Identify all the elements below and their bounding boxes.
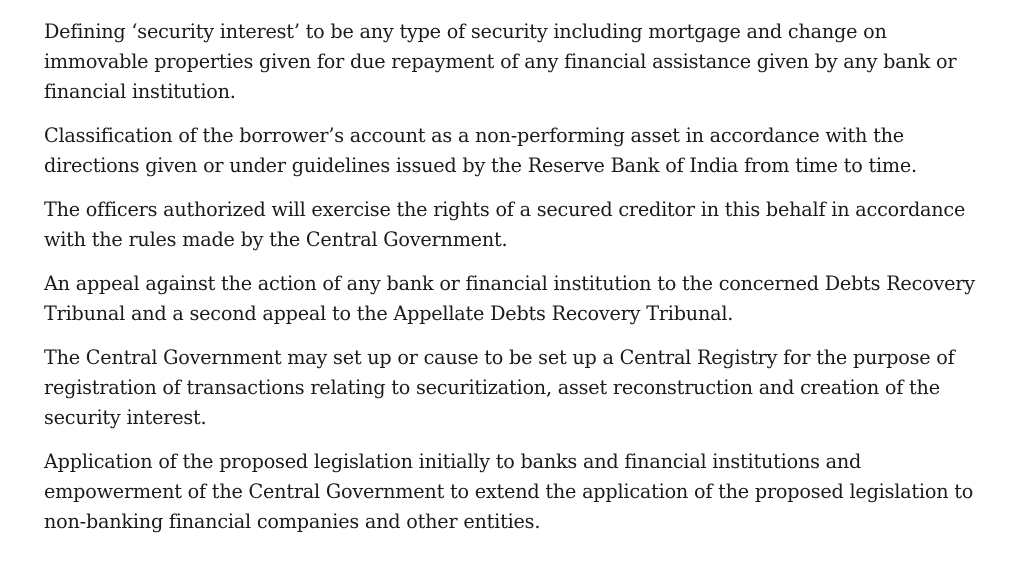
paragraph-npa-classification: Classification of the borrower’s account as a non-performing asset in accordance with the directions given or under guidelines issued by the Reserve Bank of India from time to time. [44, 124, 917, 177]
paragraph-officers-authorized: The officers authorized will exercise the rights of a secured creditor in this behalf in accordance with the rules made by the Central Government. [44, 198, 966, 251]
document-body [44, 17, 984, 551]
paragraph-application: Application of the proposed legislation initially to banks and financial institutions and empowerment of the Central Government to extend the application of the proposed legislation to non-banking financial companies and other entities. [44, 450, 974, 533]
paragraph-appeal: An appeal against the action of any bank or financial institution to the concerned Debts Recovery Tribunal and a second appeal to the Appellate Debts Recovery Tribunal. [44, 272, 975, 325]
paragraph-security-interest: Defining ‘security interest’ to be any type of security including mortgage and change on immovable properties given for due repayment of any financial assistance given by any bank or financial institution. [44, 20, 957, 103]
paragraph-central-registry: The Central Government may set up or cause to be set up a Central Registry for the purpose of registration of transactions relating to securitization, asset reconstruction and creation of the security interest. [44, 346, 955, 429]
